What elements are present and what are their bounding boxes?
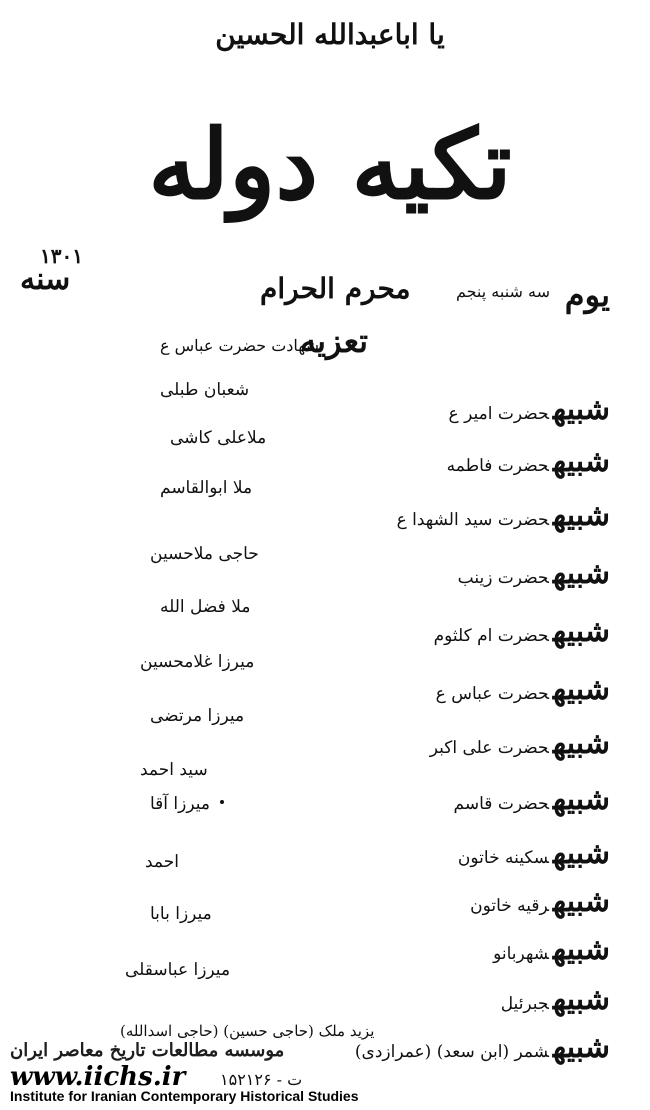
cast-role	[434, 614, 610, 649]
role-prefix: شبیه	[552, 392, 610, 427]
watermark-institute-fa: موسسه مطالعات تاریخ معاصر ایران	[10, 1040, 285, 1061]
day-value: سه شنبه پنجم	[455, 282, 550, 301]
cast-role	[501, 982, 610, 1017]
archive-code: ۱۵۲۱۲۶ - ت	[220, 1070, 303, 1089]
page-title: تکیه دوله	[148, 108, 512, 221]
watermark-url: www.iichs.ir	[10, 1062, 186, 1092]
role-name: حضرت فاطمه	[446, 456, 549, 476]
cast-actor: میرزا غلامحسین	[140, 652, 255, 672]
cast-role	[458, 836, 610, 871]
cast-actor: حاجی ملاحسین	[150, 544, 259, 564]
role-name: رقیه خاتون	[470, 896, 549, 916]
role-prefix: شبیه	[552, 836, 610, 871]
day-label: یوم	[564, 276, 610, 314]
cast-actor: میرزا بابا	[150, 904, 212, 924]
role-prefix: شبیه	[552, 726, 610, 761]
cast-role	[458, 556, 610, 591]
taziyeh-label: تعزیه	[300, 322, 369, 360]
year-number: ۱۳۰۱	[40, 244, 83, 268]
cast-role	[397, 498, 610, 533]
cast-actor: میرزا مرتضی	[150, 706, 245, 726]
cast-role	[447, 444, 610, 479]
cast-actor: ملاعلی کاشی	[170, 428, 267, 448]
role-name: حضرت قاسم	[453, 794, 549, 814]
year-label: سنه	[20, 262, 71, 297]
cast-actor: شعبان طبلی	[160, 380, 250, 400]
role-prefix: شبیه	[552, 672, 610, 707]
cast-role	[430, 726, 610, 761]
cast-role	[436, 672, 610, 707]
role-prefix: شبیه	[552, 498, 610, 533]
role-name: حضرت امیر ع	[448, 404, 549, 424]
role-prefix: شبیه	[552, 982, 610, 1017]
role-name: حضرت علی اکبر	[429, 738, 549, 758]
ink-dot	[220, 800, 224, 804]
cast-role	[470, 884, 610, 919]
cast-actor: سید احمد	[140, 760, 208, 780]
cast-actor: احمد	[145, 852, 179, 872]
role-name: جبرئیل	[500, 994, 549, 1014]
watermark-institute-en: Institute for Iranian Contemporary Historical Studies	[10, 1088, 359, 1104]
cast-actor: ملا ابوالقاسم	[160, 478, 253, 498]
footer-names: یزید ملک (حاجی حسین) (حاجی اسدالله)	[120, 1022, 375, 1040]
role-name: حضرت سید الشهدا ع	[396, 510, 549, 530]
taziyeh-title: شهادت حضرت عباس ع	[160, 336, 320, 355]
cast-actor: ملا فضل الله	[160, 597, 251, 617]
cast-role	[449, 392, 610, 427]
role-prefix: شبیه	[552, 556, 610, 591]
role-name: شهربانو	[493, 944, 549, 964]
role-prefix: شبیه	[552, 884, 610, 919]
month-label: محرم الحرام	[260, 272, 411, 305]
role-prefix: شبیه	[552, 614, 610, 649]
role-name: حضرت زینب	[457, 568, 549, 588]
cast-role	[454, 782, 610, 817]
invocation-heading: یا اباعبدالله الحسین	[215, 18, 445, 51]
role-prefix: شبیه	[552, 932, 610, 967]
cast-actor: میرزا عباسقلی	[125, 960, 231, 980]
cast-role	[493, 932, 610, 967]
role-prefix: شبیه	[552, 782, 610, 817]
cast-role	[355, 1030, 610, 1065]
role-prefix: شبیه	[552, 444, 610, 479]
role-name: شمر (ابن سعد) (عمرازدی)	[354, 1042, 549, 1062]
role-name: حضرت ام کلثوم	[433, 626, 549, 646]
role-prefix: شبیه	[552, 1030, 610, 1065]
cast-actor: میرزا آقا	[150, 794, 210, 814]
role-name: سکینه خاتون	[457, 848, 549, 868]
role-name: حضرت عباس ع	[435, 684, 549, 704]
